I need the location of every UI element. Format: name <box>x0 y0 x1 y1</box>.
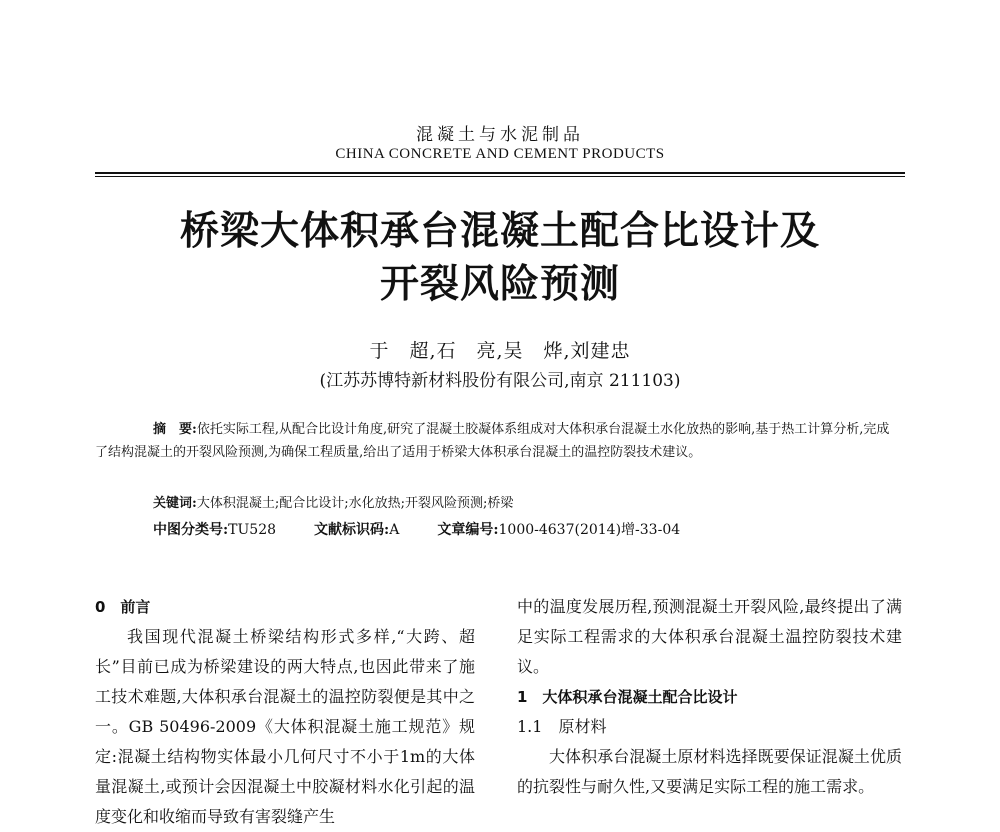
keywords-text: 大体积混凝土;配合比设计;水化放热;开裂风险预测;桥梁 <box>196 496 514 511</box>
header-rule <box>95 172 905 174</box>
keywords <box>153 492 513 511</box>
affiliation: (江苏苏博特新材料股份有限公司,南京 211103) <box>319 371 681 391</box>
section-heading-1: 1 大体积承台混凝土配合比设计 <box>517 688 738 706</box>
doc-code-value: A <box>389 522 400 538</box>
left-column <box>95 592 475 832</box>
section-heading-0: 0 前言 <box>95 598 151 616</box>
classification <box>153 519 680 539</box>
authors: 于 超,石 亮,吴 烨,刘建忠 <box>369 340 631 362</box>
materials-paragraph: 大体积承台混凝土原材料选择既要保证混凝土优质的抗裂性与耐久性,又要满足实际工程的施工需求。 <box>517 747 902 796</box>
paper-title-line2: 开裂风险预测 <box>379 262 620 307</box>
intro-paragraph: 我国现代混凝土桥梁结构形式多样,“大跨、超长”目前已成为桥梁建设的两大特点,也因此带来了施工技术难题,大体积承台混凝土的温控防裂便是其中之一。GB 50496-2009《大体积混凝土施工规范》规定:混凝土结构物实体最小几何尺寸不小于1m的大体量混凝土,或预计会因混凝土中胶凝材料水化引起的温度变化和收缩而导致有害裂缝产生 <box>95 627 475 826</box>
subsection-heading-1-1: 1.1 原材料 <box>517 717 607 736</box>
journal-name-en: CHINA CONCRETE AND CEMENT PRODUCTS <box>335 146 665 162</box>
clc-value: TU528 <box>228 522 277 538</box>
header-rule-thin <box>95 176 905 177</box>
doc-code-label: 文献标识码: <box>314 522 390 538</box>
right-column <box>517 592 902 802</box>
intro-paragraph-continued: 中的温度发展历程,预测混凝土开裂风险,最终提出了满足实际工程需求的大体积承台混凝土温控防裂技术建议。 <box>517 597 902 676</box>
abstract <box>95 418 895 464</box>
keywords-label: 关键词: <box>153 496 197 511</box>
article-no-value: 1000-4637(2014)增-33-04 <box>498 522 681 538</box>
abstract-text: 依托实际工程,从配合比设计角度,研究了混凝土胶凝体系组成对大体积承台混凝土水化放热的影响,基于热工计算分析,完成了结构混凝土的开裂风险预测,为确保工程质量,给出了适用于桥梁大体积承台混凝土的温控防裂技术建议。 <box>95 422 890 460</box>
article-no-label: 文章编号: <box>437 522 499 538</box>
journal-name-cn: 混凝土与水泥制品 <box>416 125 584 145</box>
paper-title-line1: 桥梁大体积承台混凝土配合比设计及 <box>179 209 820 254</box>
clc-label: 中图分类号: <box>153 522 229 538</box>
abstract-label: 摘 要: <box>153 422 197 437</box>
